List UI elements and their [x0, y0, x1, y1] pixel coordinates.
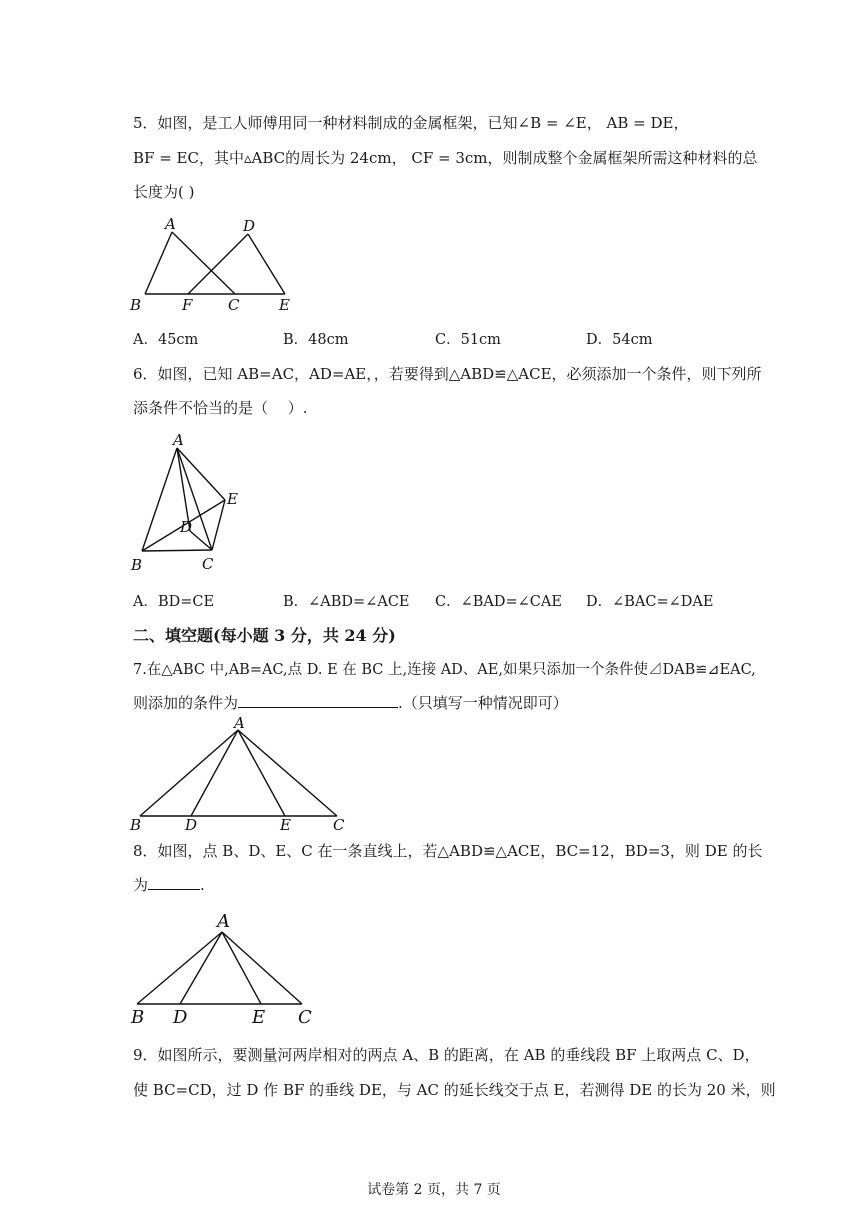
q5-text-line3: 长度为( ) — [133, 183, 195, 201]
q6-label-c: C — [202, 555, 214, 573]
q5-label-d: D — [243, 217, 256, 235]
q5-label-b: B — [130, 296, 142, 314]
q8-answer-blank[interactable] — [148, 875, 200, 890]
section-heading: 二、填空题(每小题 3 分，共 24 分) — [133, 626, 396, 645]
q5-figure — [125, 212, 305, 317]
q7-label-d: D — [185, 816, 198, 834]
q6-label-d: D — [180, 518, 193, 536]
q5-option-a[interactable]: A．45cm — [133, 332, 199, 348]
q7-label-e: E — [280, 816, 291, 834]
q7-text-suffix: .（只填写一种情况即可） — [398, 694, 568, 712]
q5-label-e: E — [279, 296, 290, 314]
q6-option-d[interactable]: D．∠BAC=∠DAE — [586, 594, 714, 610]
q6-text-line2: 添条件不恰当的是（ ）. — [133, 399, 308, 417]
q5-label-c: C — [228, 296, 240, 314]
q8-text-line1: 8．如图，点 B、D、E、C 在一条直线上，若△ABD≌△ACE，BC=12，BD=3，则 DE 的长 — [133, 842, 763, 860]
q9-text-line1: 9．如图所示，要测量河两岸相对的两点 A、B 的距离，在 AB 的垂线段 BF 上取两点 C、D， — [133, 1046, 760, 1064]
q5-label-f: F — [182, 296, 193, 314]
q8-label-b: B — [131, 1007, 145, 1028]
q5-text-line2: BF = EC，其中▵ABC的周长为 24cm， CF = 3cm，则制成整个金属框架所需这种材料的总 — [133, 149, 758, 167]
q6-figure — [125, 428, 255, 578]
q7-label-c: C — [333, 816, 345, 834]
q9-text-line2: 使 BC=CD，过 D 作 BF 的垂线 DE，与 AC 的延长线交于点 E，若测得 DE 的长为 20 米，则 — [133, 1081, 776, 1099]
q7-text-line1: 7.在△ABC 中,AB=AC,点 D. E 在 BC 上,连接 AD、AE,如果只添加一个条件使⊿DAB≌⊿EAC, — [133, 662, 756, 678]
q7-text-line2 — [133, 693, 568, 713]
q8-figure — [125, 905, 335, 1030]
q7-figure — [125, 715, 365, 835]
page-footer: 试卷第 2 页，共 7 页 — [367, 1182, 501, 1198]
q7-label-b: B — [130, 816, 142, 834]
q6-option-b[interactable]: B．∠ABD=∠ACE — [283, 594, 410, 610]
q8-label-d: D — [173, 1007, 188, 1028]
q5-text-line1: 5．如图，是工人师傅用同一种材料制成的金属框架，已知∠B = ∠E， AB = DE， — [133, 114, 689, 132]
q5-option-c[interactable]: C．51cm — [435, 332, 501, 348]
q5-option-d[interactable]: D．54cm — [586, 332, 653, 348]
q5-option-b[interactable]: B．48cm — [283, 332, 349, 348]
q8-text-line2 — [133, 875, 205, 895]
q7-answer-blank[interactable] — [238, 693, 398, 708]
q8-label-a: A — [217, 911, 230, 932]
q8-text-suffix: . — [200, 876, 205, 894]
q8-label-e: E — [252, 1007, 266, 1028]
q6-text-line1: 6．如图，已知 AB=AC，AD=AE，，若要得到△ABD≌△ACE，必须添加一个条件，则下列所 — [133, 365, 762, 383]
q6-label-a: A — [173, 431, 184, 449]
q7-label-a: A — [234, 714, 245, 732]
q6-option-a[interactable]: A．BD=CE — [133, 594, 215, 610]
q8-text-prefix: 为 — [133, 876, 149, 894]
q6-label-b: B — [131, 556, 143, 574]
q6-label-e: E — [227, 490, 238, 508]
q6-option-c[interactable]: C．∠BAD=∠CAE — [435, 594, 562, 610]
q7-text-prefix: 则添加的条件为 — [133, 694, 239, 712]
q5-label-a: A — [165, 215, 176, 233]
q8-label-c: C — [298, 1007, 312, 1028]
